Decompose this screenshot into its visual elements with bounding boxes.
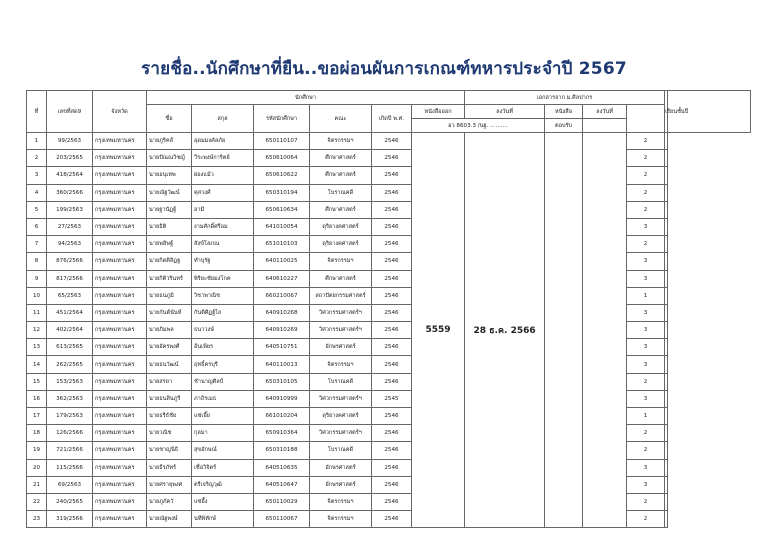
row-last-name: ธนาวงษ์ xyxy=(192,322,254,339)
row-no: 12 xyxy=(27,322,47,339)
table-row xyxy=(27,150,751,167)
row-province: กรุงเทพมหานคร xyxy=(93,150,147,167)
row-spacer xyxy=(665,236,668,253)
row-province: กรุงเทพมหานคร xyxy=(93,408,147,425)
row-regno: 418/2564 xyxy=(47,167,93,184)
row-faculty: สถาปัตยกรรมศาสตร์ xyxy=(310,287,372,304)
row-faculty: จิตรกรรมฯ xyxy=(310,493,372,510)
row-year: 3 xyxy=(627,304,665,321)
row-born: 2546 xyxy=(372,493,412,510)
table-row xyxy=(27,218,751,235)
row-born: 2546 xyxy=(372,133,412,150)
row-faculty: ศึกษาศาสตร์ xyxy=(310,150,372,167)
row-student-id: 640910999 xyxy=(254,390,310,407)
row-student-id: 640510647 xyxy=(254,476,310,493)
row-last-name: ผ่องแม้ว xyxy=(192,167,254,184)
row-first-name: นายอนุเทพ xyxy=(147,167,192,184)
row-no: 20 xyxy=(27,459,47,476)
header-docs-group: เอกสารจาก ม.ศิลปากร xyxy=(465,91,665,105)
row-no: 17 xyxy=(27,408,47,425)
row-first-name: นายพสิษฐ์ xyxy=(147,236,192,253)
row-no: 10 xyxy=(27,287,47,304)
row-regno: 115/2566 xyxy=(47,459,93,476)
row-student-id: 640510635 xyxy=(254,459,310,476)
row-born: 2546 xyxy=(372,322,412,339)
row-born: 2546 xyxy=(372,339,412,356)
row-regno: 179/2563 xyxy=(47,408,93,425)
row-first-name: นายวณิช xyxy=(147,425,192,442)
row-year: 3 xyxy=(627,339,665,356)
row-regno: 451/2564 xyxy=(47,304,93,321)
header-born: เกิดปี พ.ศ. xyxy=(372,105,412,133)
row-province: กรุงเทพมหานคร xyxy=(93,253,147,270)
row-student-id: 640110025 xyxy=(254,253,310,270)
row-spacer xyxy=(665,133,668,150)
row-last-name: อ้นเพียร xyxy=(192,339,254,356)
row-faculty: วิศวกรรมศาสตร์ฯ xyxy=(310,322,372,339)
row-province: กรุงเทพมหานคร xyxy=(93,322,147,339)
row-spacer xyxy=(665,408,668,425)
row-regno: 240/2565 xyxy=(47,493,93,510)
row-province: กรุงเทพมหานคร xyxy=(93,442,147,459)
header-first-name: ชื่อ xyxy=(147,105,192,133)
row-no: 22 xyxy=(27,493,47,510)
row-last-name: แซ่อึ้ง xyxy=(192,493,254,510)
row-first-name: นายณัฐพงษ์ xyxy=(147,511,192,528)
table-row xyxy=(27,167,751,184)
row-spacer xyxy=(665,167,668,184)
row-spacer xyxy=(665,356,668,373)
row-last-name: อุดมมงคัลภัย xyxy=(192,133,254,150)
row-no: 21 xyxy=(27,476,47,493)
row-spacer xyxy=(665,218,668,235)
row-regno: 262/2565 xyxy=(47,356,93,373)
row-faculty: วิศวกรรมศาสตร์ฯ xyxy=(310,304,372,321)
row-last-name: ตรีเจริญวุฒิ xyxy=(192,476,254,493)
row-year: 2 xyxy=(627,184,665,201)
row-regno: 203/2565 xyxy=(47,150,93,167)
row-faculty: ศึกษาศาสตร์ xyxy=(310,270,372,287)
row-student-id: 650110029 xyxy=(254,493,310,510)
row-year: 2 xyxy=(627,167,665,184)
row-regno: 94/2563 xyxy=(47,236,93,253)
row-first-name: นายธนภูมิ xyxy=(147,287,192,304)
row-spacer xyxy=(665,201,668,218)
row-regno: 319/2566 xyxy=(47,511,93,528)
row-year: 2 xyxy=(627,511,665,528)
row-first-name: นายภิมพล xyxy=(147,322,192,339)
row-spacer xyxy=(665,270,668,287)
row-first-name: นายอัครพงศ์ xyxy=(147,339,192,356)
row-spacer xyxy=(665,253,668,270)
row-regno: 402/2564 xyxy=(47,322,93,339)
row-faculty: โบราณคดี xyxy=(310,373,372,390)
row-spacer xyxy=(665,339,668,356)
row-last-name: ทำบุรัฐ xyxy=(192,253,254,270)
row-last-name: แซ่เอี๊ย xyxy=(192,408,254,425)
row-year: 2 xyxy=(627,236,665,253)
row-student-id: 660210067 xyxy=(254,287,310,304)
row-province: กรุงเทพมหานคร xyxy=(93,270,147,287)
row-no: 19 xyxy=(27,442,47,459)
row-no: 7 xyxy=(27,236,47,253)
row-born: 2546 xyxy=(372,218,412,235)
row-year: 3 xyxy=(627,476,665,493)
row-spacer xyxy=(665,373,668,390)
row-last-name: สังข์โสภณ xyxy=(192,236,254,253)
header-student-group: นักศึกษา xyxy=(147,91,465,105)
row-first-name: นายสรยา xyxy=(147,373,192,390)
header-faculty: คณะ xyxy=(310,105,372,133)
row-province: กรุงเทพมหานคร xyxy=(93,218,147,235)
row-student-id: 651010103 xyxy=(254,236,310,253)
table-row xyxy=(27,442,751,459)
row-province: กรุงเทพมหานคร xyxy=(93,133,147,150)
table-row xyxy=(27,511,751,528)
row-regno: 721/2566 xyxy=(47,442,93,459)
row-no: 9 xyxy=(27,270,47,287)
row-faculty: ศึกษาศาสตร์ xyxy=(310,167,372,184)
row-born: 2545 xyxy=(372,390,412,407)
row-born: 2546 xyxy=(372,201,412,218)
row-last-name: วิชาพาณิช xyxy=(192,287,254,304)
table-row xyxy=(27,356,751,373)
row-student-id: 650910364 xyxy=(254,425,310,442)
row-year: 2 xyxy=(627,373,665,390)
row-province: กรุงเทพมหานคร xyxy=(93,356,147,373)
row-spacer xyxy=(665,459,668,476)
row-born: 2546 xyxy=(372,167,412,184)
header-last-name: สกุล xyxy=(192,105,254,133)
row-student-id: 661010204 xyxy=(254,408,310,425)
row-first-name: นายภูภัควั xyxy=(147,493,192,510)
row-regno: 69/2563 xyxy=(47,476,93,493)
row-faculty: ศึกษาศาสตร์ xyxy=(310,201,372,218)
row-born: 2546 xyxy=(372,304,412,321)
row-born: 2546 xyxy=(372,356,412,373)
row-last-name: นทีพิทักษ์ xyxy=(192,511,254,528)
row-first-name: นายปัณณวิชญ์ xyxy=(147,150,192,167)
row-born: 2546 xyxy=(372,150,412,167)
row-faculty: วิศวกรรมศาสตร์ฯ xyxy=(310,425,372,442)
page-title: รายชื่อ..นักศึกษาที่ยืน..ขอผ่อนผันการเกณฑ์ทหารประจำปี 2567 xyxy=(141,59,627,79)
row-student-id: 650310105 xyxy=(254,373,310,390)
row-year: 3 xyxy=(627,390,665,407)
table-row xyxy=(27,184,751,201)
row-regno: 126/2566 xyxy=(47,425,93,442)
table-row xyxy=(27,390,751,407)
row-no: 11 xyxy=(27,304,47,321)
row-no: 8 xyxy=(27,253,47,270)
row-faculty: โบราณคดี xyxy=(310,442,372,459)
table-row xyxy=(27,304,751,321)
row-regno: 199/2563 xyxy=(47,201,93,218)
row-province: กรุงเทพมหานคร xyxy=(93,373,147,390)
row-faculty: วิศวกรรมศาสตร์ฯ xyxy=(310,390,372,407)
row-spacer xyxy=(665,493,668,510)
table-row xyxy=(27,201,751,218)
row-last-name: คุสวงศ์ xyxy=(192,184,254,201)
table-row xyxy=(27,373,751,390)
header-province: จังหวัด xyxy=(93,91,147,133)
letter-date: 28 ธ.ค. 2566 xyxy=(465,133,545,528)
header-year: เรียนชั้นปี xyxy=(665,91,668,133)
row-no: 4 xyxy=(27,184,47,201)
row-year: 2 xyxy=(627,425,665,442)
student-table xyxy=(26,90,751,528)
row-spacer xyxy=(665,476,668,493)
row-no: 14 xyxy=(27,356,47,373)
row-regno: 65/2563 xyxy=(47,287,93,304)
row-no: 18 xyxy=(27,425,47,442)
row-regno: 153/2563 xyxy=(47,373,93,390)
table-row xyxy=(27,408,751,425)
row-faculty: จิตรกรรมฯ xyxy=(310,253,372,270)
row-year: 3 xyxy=(627,356,665,373)
row-first-name: นายกิติวรินทร์ xyxy=(147,270,192,287)
row-student-id: 640110013 xyxy=(254,356,310,373)
row-regno: 817/2566 xyxy=(47,270,93,287)
row-regno: 99/2563 xyxy=(47,133,93,150)
row-year: 1 xyxy=(627,287,665,304)
header-student-id: รหัสนักศึกษา xyxy=(254,105,310,133)
row-born: 2546 xyxy=(372,253,412,270)
row-faculty: ดุริยางคศาสตร์ xyxy=(310,218,372,235)
row-student-id: 650310188 xyxy=(254,442,310,459)
row-first-name: นายฐานัฏฐ์ xyxy=(147,201,192,218)
row-last-name: งามศักดิ์ศรีอม xyxy=(192,218,254,235)
row-student-id: 640910269 xyxy=(254,322,310,339)
row-first-name: นายธนวัฒน์ xyxy=(147,356,192,373)
table-row xyxy=(27,425,751,442)
row-spacer xyxy=(665,442,668,459)
header-date-2: ลงวันที่ xyxy=(583,105,627,119)
header-ref: อว 8603.3 /นฐ. .......... xyxy=(412,119,545,133)
table-row xyxy=(27,322,751,339)
row-last-name: วีระพงษ์การิตย์ xyxy=(192,150,254,167)
header-regno: เลขที่สด9 xyxy=(47,91,93,133)
table-row xyxy=(27,339,751,356)
row-born: 2546 xyxy=(372,236,412,253)
row-last-name: สุขอักษณ์ xyxy=(192,442,254,459)
table-row xyxy=(27,253,751,270)
row-faculty: ดุริยางคศาสตร์ xyxy=(310,236,372,253)
row-born: 2546 xyxy=(372,270,412,287)
row-spacer xyxy=(665,425,668,442)
table-row xyxy=(27,459,751,476)
row-regno: 27/2563 xyxy=(47,218,93,235)
row-regno: 360/2566 xyxy=(47,184,93,201)
row-province: กรุงเทพมหานคร xyxy=(93,459,147,476)
row-born: 2546 xyxy=(372,511,412,528)
row-born: 2546 xyxy=(372,442,412,459)
row-first-name: นายชาญนิธิ xyxy=(147,442,192,459)
row-born: 2546 xyxy=(372,287,412,304)
row-faculty: จิตรกรรมฯ xyxy=(310,356,372,373)
row-student-id: 640610227 xyxy=(254,270,310,287)
row-student-id: 640910268 xyxy=(254,304,310,321)
header-no: ที่ xyxy=(27,91,47,133)
row-born: 2546 xyxy=(372,425,412,442)
row-first-name: นายกันต์นันท์ xyxy=(147,304,192,321)
row-year: 2 xyxy=(627,493,665,510)
row-spacer xyxy=(665,511,668,528)
row-last-name: ฤทธิ์ครบุรี xyxy=(192,356,254,373)
row-last-name: เชื่อวิจิตร์ xyxy=(192,459,254,476)
reply-cell xyxy=(545,133,583,528)
row-student-id: 650110107 xyxy=(254,133,310,150)
row-no: 3 xyxy=(27,167,47,184)
row-regno: 876/2566 xyxy=(47,253,93,270)
row-province: กรุงเทพมหานคร xyxy=(93,425,147,442)
row-student-id: 650610064 xyxy=(254,150,310,167)
row-province: กรุงเทพมหานคร xyxy=(93,167,147,184)
row-year: 2 xyxy=(627,133,665,150)
row-last-name: ชำนาญศิลป์ xyxy=(192,373,254,390)
header-letter: หนังสือ xyxy=(545,105,583,119)
row-last-name: ภาถิรเมธ xyxy=(192,390,254,407)
row-year: 3 xyxy=(627,218,665,235)
row-province: กรุงเทพมหานคร xyxy=(93,236,147,253)
row-year: 2 xyxy=(627,150,665,167)
header-blank xyxy=(583,119,627,133)
row-faculty: อักษรศาสตร์ xyxy=(310,476,372,493)
row-born: 2546 xyxy=(372,476,412,493)
date-2-cell xyxy=(583,133,627,528)
row-no: 15 xyxy=(27,373,47,390)
table-row xyxy=(27,133,751,150)
row-province: กรุงเทพมหานคร xyxy=(93,390,147,407)
row-year: 2 xyxy=(627,442,665,459)
row-province: กรุงเทพมหานคร xyxy=(93,339,147,356)
row-born: 2546 xyxy=(372,459,412,476)
row-faculty: อักษรศาสตร์ xyxy=(310,459,372,476)
row-first-name: นายกิตติสิฏฐ xyxy=(147,253,192,270)
header-reply: ตอบรับ xyxy=(545,119,583,133)
row-year: 1 xyxy=(627,408,665,425)
letter-number: 5559 xyxy=(412,133,465,528)
row-first-name: นายธีรภัทร์ xyxy=(147,459,192,476)
row-faculty: จิตรกรรมฯ xyxy=(310,133,372,150)
row-province: กรุงเทพมหานคร xyxy=(93,493,147,510)
row-spacer xyxy=(665,287,668,304)
row-faculty: อักษรศาสตร์ xyxy=(310,339,372,356)
table-row xyxy=(27,476,751,493)
row-faculty: จิตรกรรมฯ xyxy=(310,511,372,528)
row-no: 5 xyxy=(27,201,47,218)
row-student-id: 650610622 xyxy=(254,167,310,184)
row-spacer xyxy=(665,184,668,201)
row-year: 3 xyxy=(627,322,665,339)
row-last-name: พิริยะชัยมงโกค xyxy=(192,270,254,287)
table-row xyxy=(27,270,751,287)
row-year: 3 xyxy=(627,459,665,476)
table-row xyxy=(27,236,751,253)
header-date: ลงวันที่ xyxy=(465,105,545,119)
row-born: 2546 xyxy=(372,408,412,425)
row-province: กรุงเทพมหานคร xyxy=(93,201,147,218)
row-first-name: นายธนสินภูรี xyxy=(147,390,192,407)
row-student-id: 640510751 xyxy=(254,339,310,356)
row-faculty: ดุริยางคศาสตร์ xyxy=(310,408,372,425)
row-student-id: 650610634 xyxy=(254,201,310,218)
row-no: 1 xyxy=(27,133,47,150)
row-spacer xyxy=(665,150,668,167)
row-province: กรุงเทพมหานคร xyxy=(93,476,147,493)
row-no: 6 xyxy=(27,218,47,235)
row-province: กรุงเทพมหานคร xyxy=(93,304,147,321)
header-letter-out: หนังสือออก xyxy=(412,105,465,119)
row-province: กรุงเทพมหานคร xyxy=(93,511,147,528)
row-regno: 613/2565 xyxy=(47,339,93,356)
row-student-id: 650310194 xyxy=(254,184,310,201)
row-province: กรุงเทพมหานคร xyxy=(93,287,147,304)
row-first-name: นายธรีธัชัย xyxy=(147,408,192,425)
row-first-name: นายศรายุพงศ xyxy=(147,476,192,493)
row-no: 16 xyxy=(27,390,47,407)
row-province: กรุงเทพมหานคร xyxy=(93,184,147,201)
row-regno: 362/2563 xyxy=(47,390,93,407)
row-faculty: โบราณคดี xyxy=(310,184,372,201)
row-spacer xyxy=(665,304,668,321)
row-no: 23 xyxy=(27,511,47,528)
row-first-name: นายณัฐวัฒน์ xyxy=(147,184,192,201)
row-first-name: นายภูริคส์ xyxy=(147,133,192,150)
row-student-id: 641010054 xyxy=(254,218,310,235)
row-first-name: นายธิติ xyxy=(147,218,192,235)
row-last-name: กุลมา xyxy=(192,425,254,442)
row-spacer xyxy=(665,390,668,407)
row-last-name: กันติศิฏฐ์ไถ xyxy=(192,304,254,321)
row-spacer xyxy=(665,322,668,339)
table-row xyxy=(27,287,751,304)
table-row xyxy=(27,493,751,510)
row-no: 2 xyxy=(27,150,47,167)
row-born: 2546 xyxy=(372,184,412,201)
row-born: 2546 xyxy=(372,373,412,390)
row-no: 13 xyxy=(27,339,47,356)
row-year: 2 xyxy=(627,201,665,218)
row-student-id: 650110067 xyxy=(254,511,310,528)
row-year: 3 xyxy=(627,270,665,287)
row-year: 3 xyxy=(627,253,665,270)
row-last-name: อามี xyxy=(192,201,254,218)
